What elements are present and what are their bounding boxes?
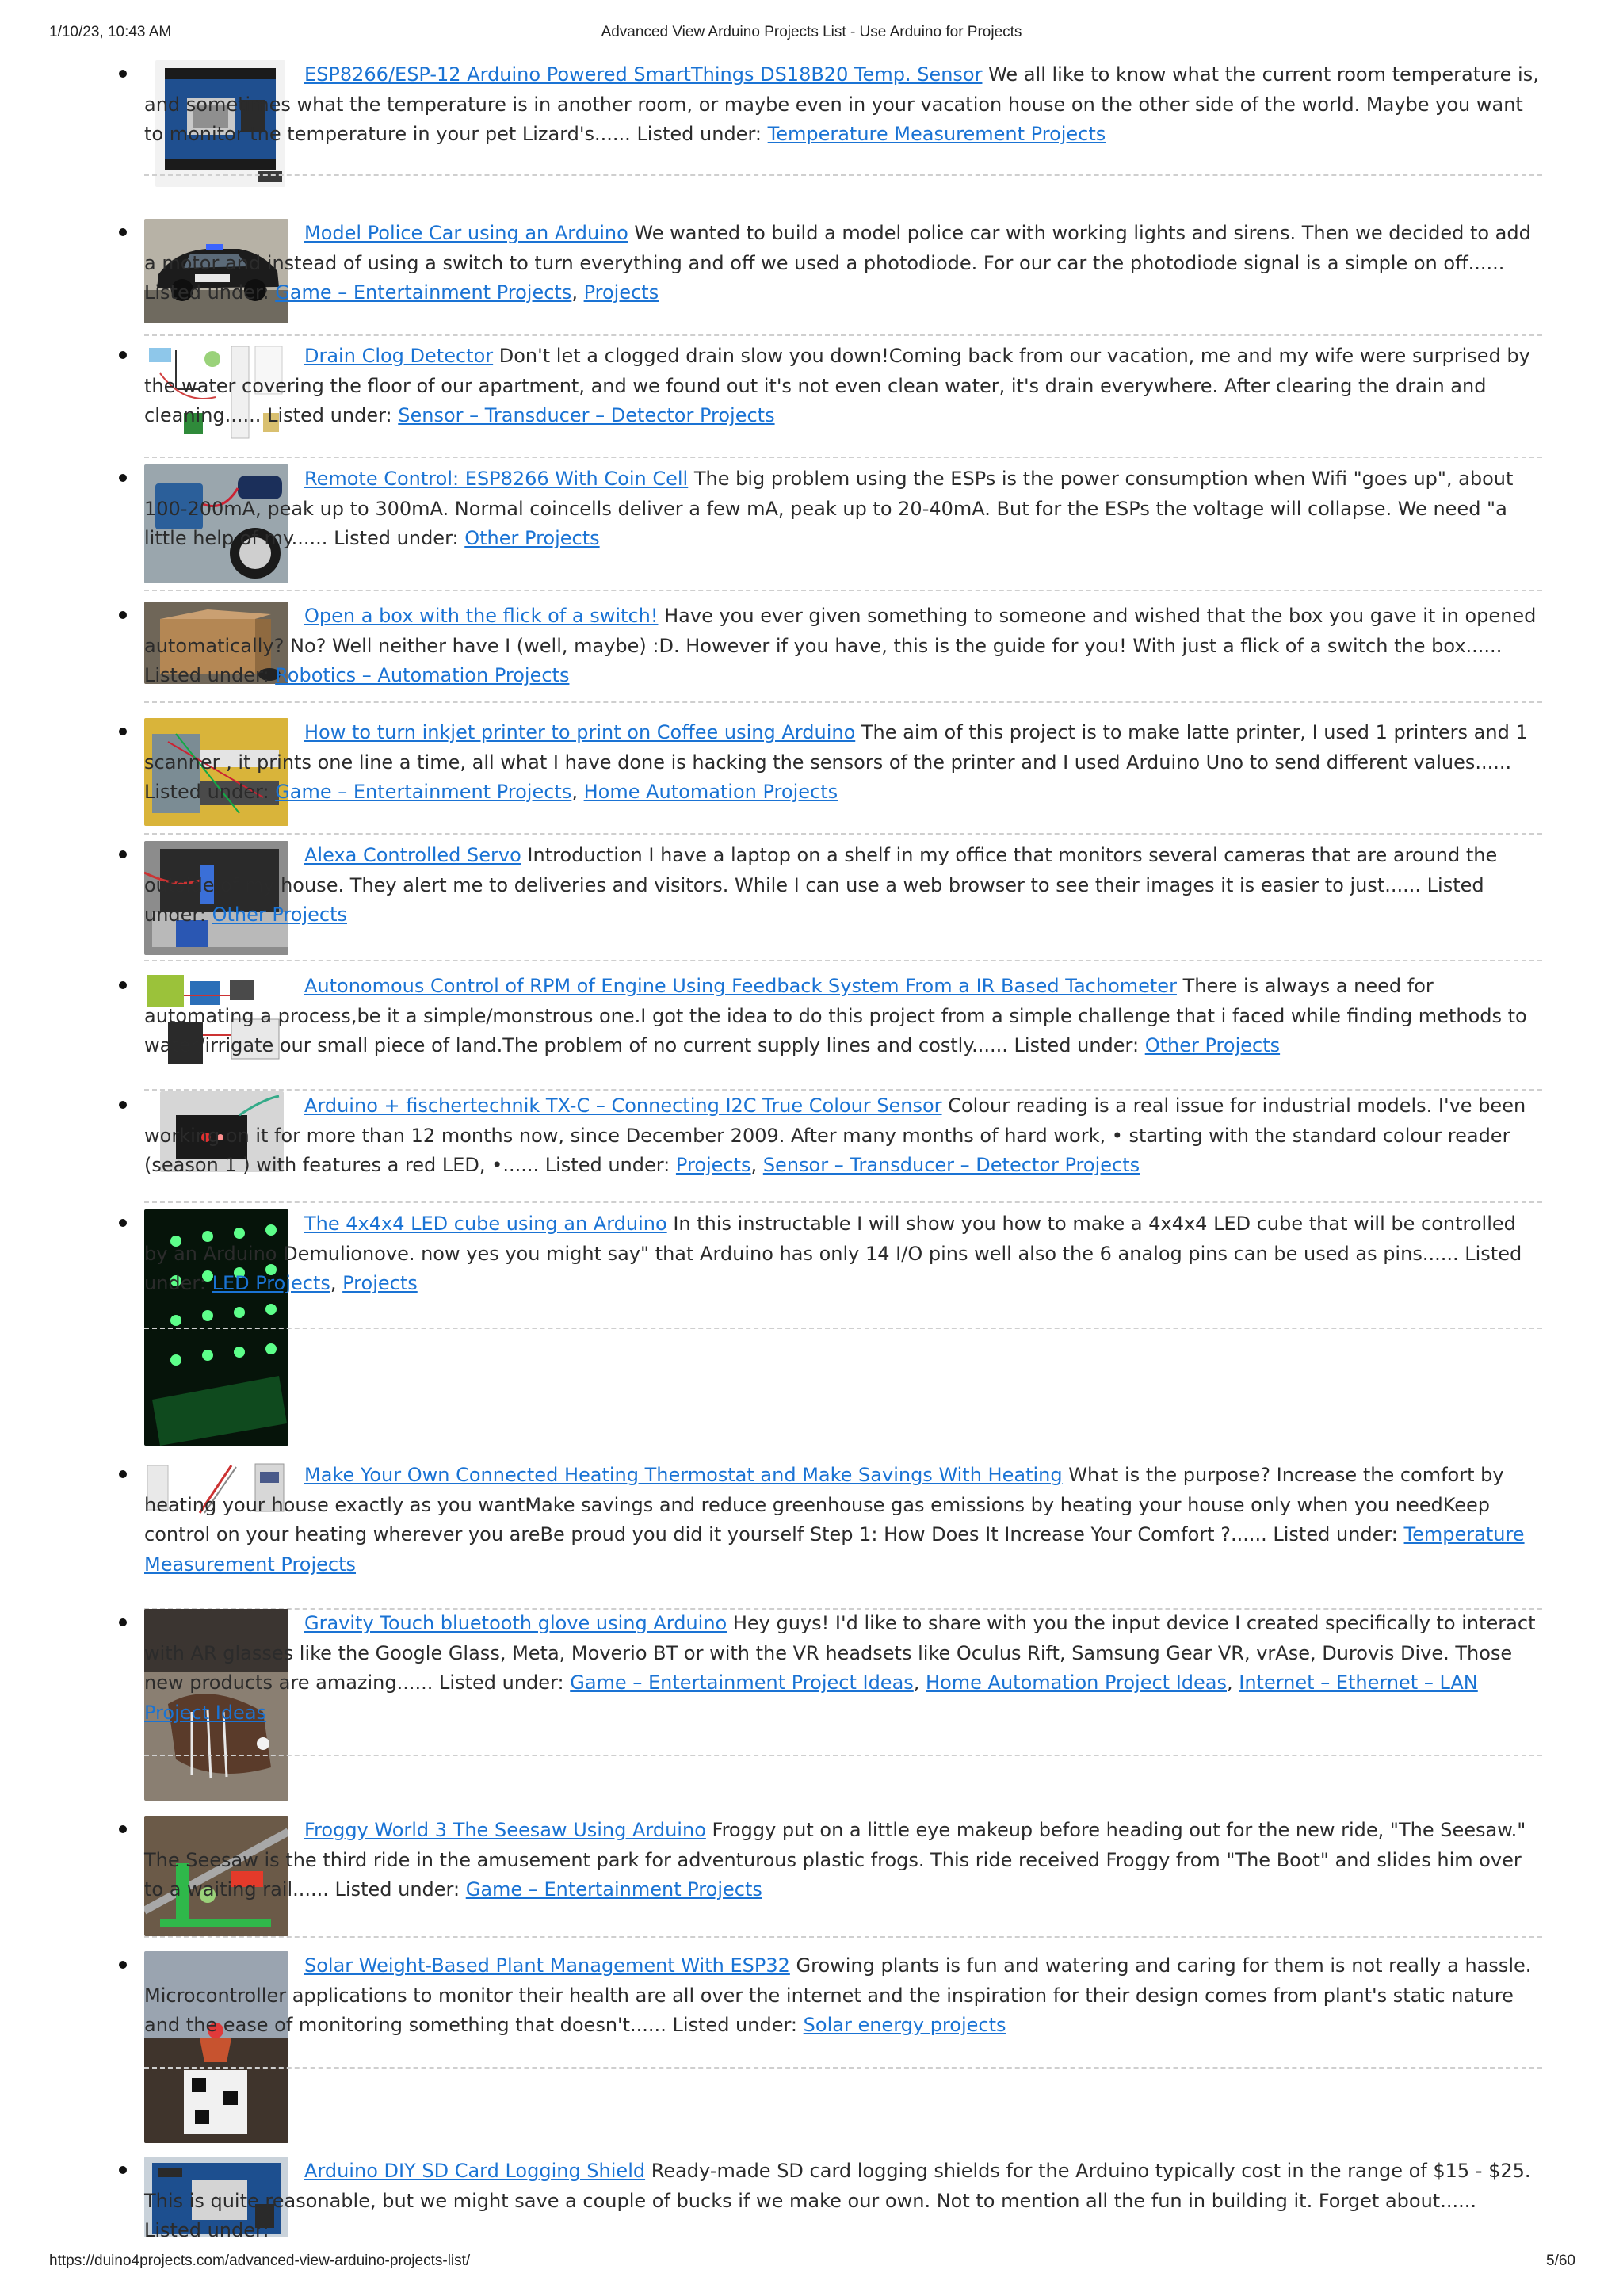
category-link[interactable]: Game – Entertainment Projects (465, 1878, 762, 1901)
project-description: The aim of this project is to make latte printer, I used 1 printers and 1 scanner , it prints one line a time, all what I have done is hacking the sensors of the printer and I used Arduino Uno to send different values...... (144, 721, 1528, 774)
category-link[interactable]: Other Projects (464, 527, 600, 549)
category-link[interactable]: Game – Entertainment Projects (275, 281, 572, 304)
listed-under-label: Listed under: (636, 123, 762, 145)
project-description: Hey guys! I'd like to share with you the input device I created specifically to interact with AR glasses like the Google Glass, Meta, Moverio BT or with the VR headsets like Oculus Rift, Samsung Gear VR, vrAse, Durovis Dive. Those new products are amazing...... (144, 1612, 1536, 1694)
category-link[interactable]: Game – Entertainment Projects (275, 781, 572, 803)
print-datetime: 1/10/23, 10:43 AM (49, 24, 172, 40)
listed-under-label: Listed under: (1273, 1523, 1398, 1545)
category-link[interactable]: Other Projects (212, 904, 347, 926)
project-description: Introduction I have a laptop on a shelf in my office that monitors several cameras that are around the outside of my house. They alert me to deliveries and visitors. While I can use a web browser to see their images it is easier to just...... (144, 844, 1498, 896)
project-entry-text: How to turn inkjet printer to print on Coffee using Arduino The aim of this project is to make latte printer, I used 1 printers and 1 scanner , it prints one line a time, all what I have done is hacking the sensors of the printer and I used Arduino Uno to send different values...... Listed under: Game – Entertainment Projects, Home Automation Projects (144, 721, 1528, 803)
project-entry-text (144, 972, 1539, 1061)
project-title-link[interactable]: Autonomous Control of RPM of Engine Using Feedback System From a IR Based Tachometer (304, 975, 1177, 997)
category-link[interactable]: Temperature Measurement Projects (144, 1523, 1525, 1576)
listed-under-label: Listed under: (334, 1878, 460, 1901)
project-description: We wanted to build a model police car with working lights and sirens. Then we decided to add a motor and instead of using a switch to turn everything and off we used a photodiode. For our car the photodiode signal is a simple on off...... (144, 222, 1531, 274)
entry-divider (144, 457, 1542, 458)
project-entry-text: Gravity Touch bluetooth glove using Arduino Hey guys! I'd like to share with you the input device I created specifically to interact with AR glasses like the Google Glass, Meta, Moverio BT or with the VR headsets like Oculus Rift, Samsung Gear VR, vrAse, Durovis Dive. Those new products are amazing...... Listed under: Game – Entertainment Project Ideas, Home Automation Project Ideas, Internet – Ethernet – LAN Project Ideas (144, 1612, 1536, 1724)
print-footer (0, 2252, 1623, 2284)
listed-under-label: Listed under: (144, 281, 269, 304)
project-title-link[interactable]: Model Police Car using an Arduino (304, 222, 628, 244)
category-link[interactable]: Game – Entertainment Project Ideas (570, 1671, 914, 1694)
category-link[interactable]: Solar energy projects (803, 2014, 1006, 2036)
project-entry-text (144, 464, 1539, 554)
project-title-link[interactable]: Arduino DIY SD Card Logging Shield (304, 2160, 646, 2182)
print-url: https://duino4projects.com/advanced-view-arduino-projects-list/ (49, 2252, 471, 2269)
category-link[interactable]: Home Automation Project Ideas (926, 1671, 1227, 1694)
project-title-link[interactable]: Remote Control: ESP8266 With Coin Cell (304, 468, 689, 490)
entry-divider (144, 1328, 1542, 1329)
category-link[interactable]: Temperature Measurement Projects (767, 123, 1106, 145)
project-description: Froggy put on a little eye makeup before heading out for the new ride, "The Seesaw." The Seesaw is the third ride in the amusement park for adventurous plastic frogs. This ride received Froggy from "The Boot" and slides him over to a waiting rail...... (144, 1819, 1526, 1901)
bullet (119, 351, 127, 359)
listed-under-label: Listed under: (672, 2014, 798, 2036)
category-link[interactable]: Sensor – Transducer – Detector Projects (398, 404, 775, 426)
bullet (119, 70, 127, 78)
project-entry-text: Arduino + fischertechnik TX-C – Connecting I2C True Colour Sensor Colour reading is a real issue for industrial models. I've been working on it for more than 12 months now, since December 2009. After many months of hard work, • starting with the standard colour reader (season 1 ) with features a red LED, •...... Listed under: Projects, Sensor – Transducer – Detector Projects (144, 1095, 1526, 1176)
entry-divider (144, 1936, 1542, 1938)
listed-under-label: Listed under: (439, 1671, 564, 1694)
category-link[interactable]: Projects (675, 1154, 751, 1176)
bullet (119, 611, 127, 619)
category-link[interactable]: Robotics – Automation Projects (275, 664, 570, 686)
listed-under-label: Listed under: (267, 404, 392, 426)
project-description: Ready-made SD card logging shields for the Arduino typically cost in the range of $15 - $25. This is quite reasonable, but we might save a couple of bucks if we make our own. Not to mention all the fun in building it. Forget about...... (144, 2160, 1531, 2212)
project-title-link[interactable]: Solar Weight-Based Plant Management With ESP32 (304, 1954, 790, 1977)
project-title-link[interactable]: Gravity Touch bluetooth glove using Arduino (304, 1612, 727, 1634)
project-entry-text (144, 1951, 1539, 2041)
category-link[interactable]: LED Projects (212, 1272, 330, 1294)
entry-divider (144, 1201, 1542, 1203)
project-description: Growing plants is fun and watering and caring for them is not really a hassle. Microcontroller applications to monitor their health are all over the internet and the inspiration for their design comes from plant's static nature and the ease of monitoring something that doesn't...... (144, 1954, 1532, 2036)
project-entry-text (144, 342, 1539, 431)
project-title-link[interactable]: The 4x4x4 LED cube using an Arduino (304, 1213, 667, 1235)
category-link[interactable]: Other Projects (1144, 1034, 1281, 1056)
entry-divider (144, 960, 1542, 961)
category-link[interactable]: Internet – Ethernet – LAN Project Ideas (144, 1671, 1478, 1724)
bullet (119, 1101, 127, 1109)
bullet (119, 1470, 127, 1478)
project-entry-text (144, 60, 1539, 150)
category-link[interactable]: Home Automation Projects (583, 781, 838, 803)
entry-divider (144, 833, 1542, 835)
project-title-link[interactable]: Alexa Controlled Servo (304, 844, 521, 866)
project-entry-text (144, 602, 1539, 691)
listed-under-label: Listed under: (144, 664, 269, 686)
entry-divider (144, 2067, 1542, 2069)
project-entry-text: Model Police Car using an Arduino We wanted to build a model police car with working lights and sirens. Then we decided to add a motor and instead of using a switch to turn everything and off we used a photodiode. For our car the photodiode signal is a simple on off...... Listed under: Game – Entertainment Projects, Projects (144, 222, 1531, 304)
bullet (119, 228, 127, 236)
project-description: In this instructable I will show you how to make a 4x4x4 LED cube that will be controlled by an Arduino Demulionove. now yes you might say" that Arduino has only 14 I/O pins well also the 6 analog pins can be used as pins...... (144, 1213, 1516, 1265)
project-entry-text (144, 1461, 1539, 1580)
listed-under-label: Listed under: (144, 1242, 1522, 1294)
listed-under-label: Listed under: (144, 781, 269, 803)
project-entry-text (144, 2157, 1539, 2246)
project-description: We all like to know what the current room temperature is, and sometimes what the temperature is in another room, or maybe even in your vacation house on the other side of the world. Maybe you want to monitor the temperature in your pet Lizard's...... (144, 63, 1539, 145)
project-title-link[interactable]: How to turn inkjet printer to print on Coffee using Arduino (304, 721, 856, 743)
entry-divider (144, 334, 1542, 336)
project-description: What is the purpose? Increase the comfort by heating your house exactly as you wantMake savings and reduce greenhouse gas emissions by heating your house only when you needKeep control on your heating wherever you areBe proud you did it yourself Step 1: How Does It Increase Your Comfort ?...... (144, 1464, 1504, 1545)
entry-divider (144, 1755, 1542, 1756)
listed-under-label: Listed under: (1014, 1034, 1140, 1056)
bullet (119, 2166, 127, 2174)
project-entry-text (144, 1816, 1539, 1905)
project-description: Don't let a clogged drain slow you down!Coming back from our vacation, me and my wife were surprised by the water covering the floor of our apartment, and we found out it's not even clean water, it's drain everywhere. After clearing the drain and cleaning...... (144, 345, 1530, 426)
bullet (119, 1219, 127, 1227)
project-title-link[interactable]: Drain Clog Detector (304, 345, 494, 367)
project-title-link[interactable]: Make Your Own Connected Heating Thermostat and Make Savings With Heating (304, 1464, 1063, 1486)
entry-divider (144, 1089, 1542, 1091)
project-entry-text (144, 841, 1539, 930)
project-description: Colour reading is a real issue for industrial models. I've been working on it for more than 12 months now, since December 2009. After many months of hard work, • starting with the standard colour reader (season 1 ) with features a red LED, •...... (144, 1095, 1526, 1176)
project-title-link[interactable]: ESP8266/ESP-12 Arduino Powered SmartThings DS18B20 Temp. Sensor (304, 63, 983, 86)
project-title-link[interactable]: Arduino + fischertechnik TX-C – Connecting I2C True Colour Sensor (304, 1095, 942, 1117)
listed-under-label: Listed under: (544, 1154, 670, 1176)
print-page-number: 5/60 (1546, 2252, 1575, 2269)
listed-under-label: Listed under: (144, 2219, 269, 2241)
project-description: There is always a need for automating a process,be it a simple/monstrous one.I got the idea to do this project from a simple challenge that i faced while finding methods to water/irrigate our small piece of land.The problem of no current supply lines and costly...... (144, 975, 1527, 1056)
project-description: Have you ever given something to someone and wished that the box you gave it in opened automatically? No? Well neither have I (well, maybe) :D. However if you have, this is the guide for you! With just a flick of a switch the box...... (144, 605, 1537, 657)
bullet (119, 1825, 127, 1833)
listed-under-label: Listed under: (144, 873, 1484, 926)
bullet (119, 981, 127, 989)
project-title-link[interactable]: Froggy World 3 The Seesaw Using Arduino (304, 1819, 706, 1841)
entry-divider (144, 701, 1542, 703)
bullet (119, 850, 127, 858)
project-title-link[interactable]: Open a box with the flick of a switch! (304, 605, 659, 627)
entry-divider (144, 590, 1542, 591)
project-description: The big problem using the ESPs is the power consumption when Wifi "goes up", about 100-200mA, peak up to 300mA. Normal coincells deliver a few mA, peak up to 20-40mA. But for the ESPs the voltage will collapse. We need "a little help of my...... (144, 468, 1514, 549)
bullet (119, 474, 127, 482)
category-link[interactable]: Projects (342, 1272, 418, 1294)
bullet (119, 728, 127, 735)
listed-under-label: Listed under: (334, 527, 459, 549)
category-link[interactable]: Projects (583, 281, 659, 304)
bullet (119, 1618, 127, 1626)
print-page-title: Advanced View Arduino Projects List - Use Arduino for Projects (601, 24, 1022, 40)
category-link[interactable]: Sensor – Transducer – Detector Projects (762, 1154, 1140, 1176)
entry-divider (144, 174, 1542, 176)
bullet (119, 1961, 127, 1969)
project-entry-text: The 4x4x4 LED cube using an Arduino In this instructable I will show you how to make a 4x4x4 LED cube that will be controlled by an Arduino Demulionove. now yes you might say" that Arduino has only 14 I/O pins well also the 6 analog pins can be used as pins...... Listed under: LED Projects, Projects (144, 1213, 1522, 1294)
